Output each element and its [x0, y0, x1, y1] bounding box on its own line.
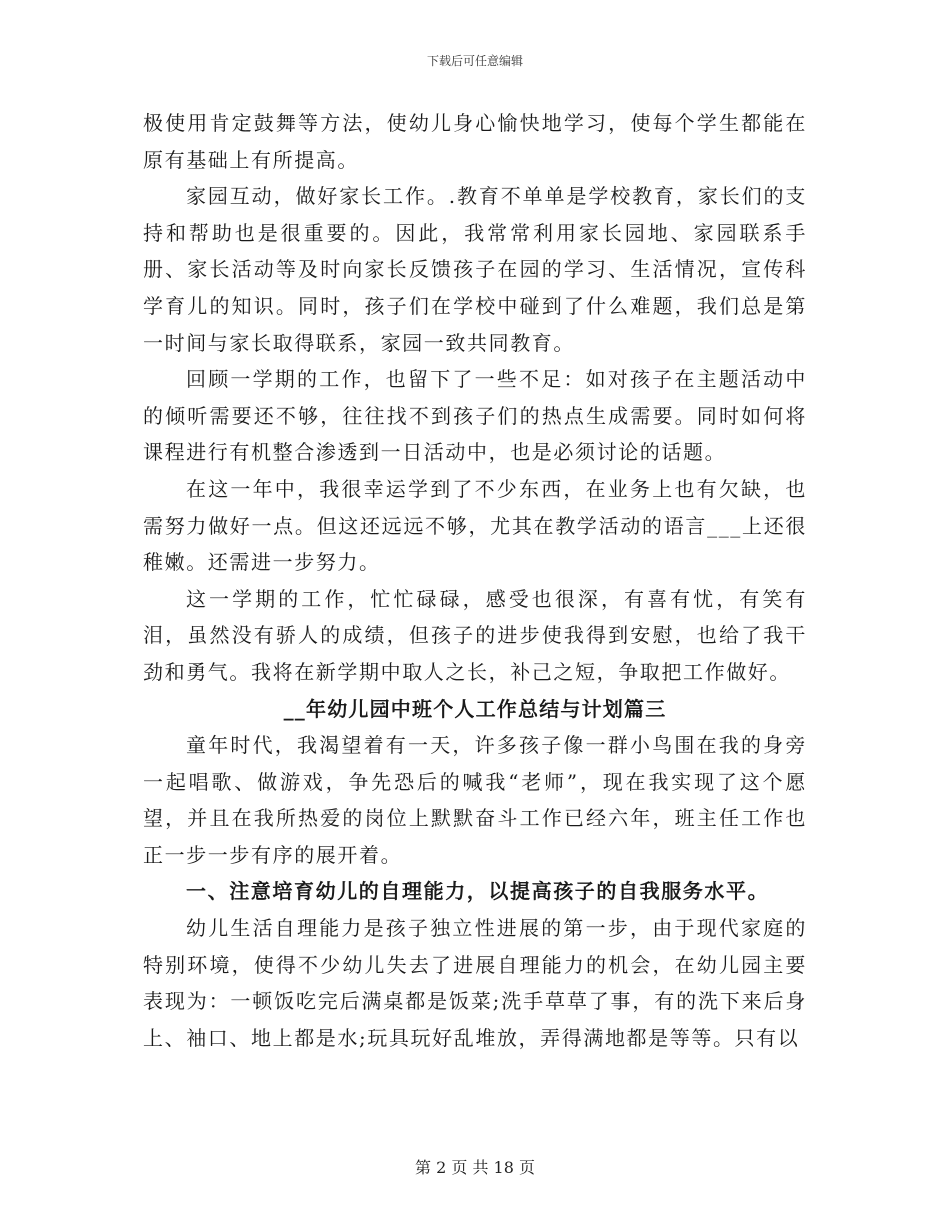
paragraph-4: 在这一年中，我很幸运学到了不少东西，在业务上也有欠缺，也需努力做好一点。但这还远远不够，尤其在教学活动的语言___上还很稚嫩。还需进一步努力。 [143, 476, 807, 575]
section-heading: __年幼儿园中班个人工作总结与计划篇三 [283, 696, 667, 721]
paragraph-6: 童年时代，我渴望着有一天，许多孩子像一群小鸟围在我的身旁一起唱歌、做游戏，争先恐后的喊我“老师”，现在我实现了这个愿望，并且在我所热爱的岗位上默默奋斗工作已经六年，班主任工作也正一步一步有序的展开着。 [143, 733, 807, 867]
paragraph-1: 极使用肯定鼓舞等方法，使幼儿身心愉快地学习，使每个学生都能在原有基础上有所提高。 [143, 111, 807, 172]
subheading-1: 一、注意培育幼儿的自理能力，以提高孩子的自我服务水平。 [186, 879, 770, 904]
paragraph-3: 回顾一学期的工作，也留下了一些不足：如对孩子在主题活动中的倾听需要还不够，往往找不到孩子们的热点生成需要。同时如何将课程进行有机整合渗透到一日活动中，也是必须讨论的话题。 [143, 367, 807, 465]
paragraph-2: 家园互动，做好家长工作。.教育不单单是学校教育，家长们的支持和帮助也是很重要的。因此，我常常利用家长园地、家园联系手册、家长活动等及时向家长反馈孩子在园的学习、生活情况，宣传科学育儿的知识。同时，孩子们在学校中碰到了什么难题，我们总是第一时间与家长取得联系，家园一致共同教育。 [143, 184, 807, 355]
page-number: 第 2 页 共 18 页 [415, 1158, 535, 1177]
page-header-note: 下载后可任意编辑 [426, 54, 523, 68]
paragraph-5: 这一学期的工作，忙忙碌碌，感受也很深，有喜有忧，有笑有泪，虽然没有骄人的成绩，但孩子的进步使我得到安慰，也给了我干劲和勇气。我将在新学期中取人之长，补己之短，争取把工作做好。 [143, 586, 807, 684]
document-body [143, 105, 807, 1056]
paragraph-7: 幼儿生活自理能力是孩子独立性进展的第一步，由于现代家庭的特别环境，使得不少幼儿失去了进展自理能力的机会，在幼儿园主要表现为：一顿饭吃完后满桌都是饭菜;洗手草草了事，有的洗下来后身上、袖口、地上都是水;玩具玩好乱堆放，弄得满地都是等等。只有以 [143, 916, 807, 1050]
